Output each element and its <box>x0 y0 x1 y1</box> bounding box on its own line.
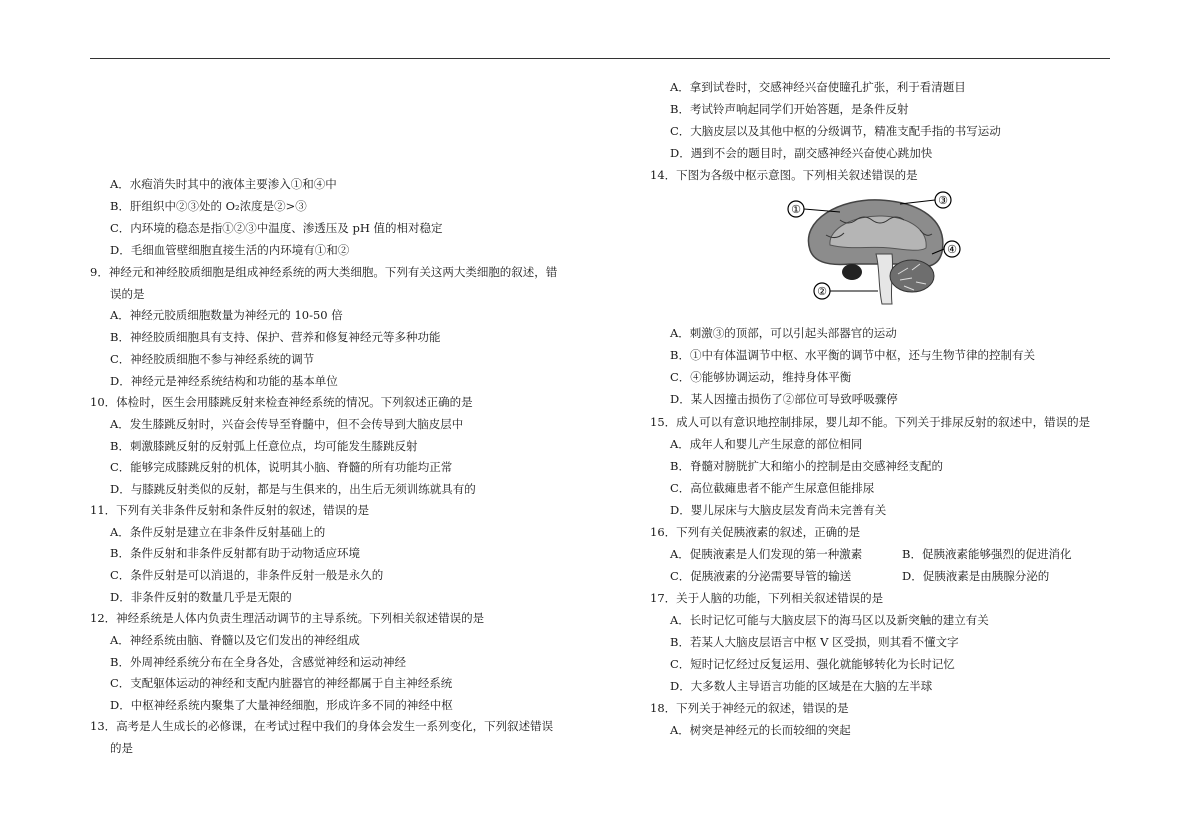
right-line: B．促胰液素能够强烈的促进消化 <box>902 547 1072 561</box>
left-line: C．内环境的稳态是指①②③中温度、渗透压及 pH 值的相对稳定 <box>110 221 443 235</box>
left-line: D．神经元是神经系统结构和功能的基本单位 <box>110 374 338 388</box>
right-line: B．脊髓对膀胱扩大和缩小的控制是由交感神经支配的 <box>670 459 943 473</box>
left-line: 9．神经元和神经胶质细胞是组成神经系统的两大类细胞。下列有关这两大类细胞的叙述，错 <box>90 265 558 279</box>
right-line: A．长时记忆可能与大脑皮层下的海马区以及新突触的建立有关 <box>670 613 989 627</box>
pituitary-shape <box>842 264 862 280</box>
left-line: A．神经元胶质细胞数量为神经元的 10-50 倍 <box>110 308 343 322</box>
right-line: C．④能够协调运动，维持身体平衡 <box>670 370 852 384</box>
left-line: 误的是 <box>110 287 145 301</box>
right-line: D．促胰液素是由胰腺分泌的 <box>902 569 1050 583</box>
left-line: D．中枢神经系统内聚集了大量神经细胞，形成许多不同的神经中枢 <box>110 698 453 712</box>
left-line: 10．体检时，医生会用膝跳反射来检查神经系统的情况。下列叙述正确的是 <box>90 395 473 409</box>
right-line: 14．下图为各级中枢示意图。下列相关叙述错误的是 <box>650 168 918 182</box>
cerebellum-shape <box>890 260 934 292</box>
brain-diagram <box>780 190 970 310</box>
right-line: 17．关于人脑的功能，下列相关叙述错误的是 <box>650 591 884 605</box>
left-line: C．神经胶质细胞不参与神经系统的调节 <box>110 352 315 366</box>
left-line: A．条件反射是建立在非条件反射基础上的 <box>110 525 326 539</box>
left-line: 12．神经系统是人体内负责生理活动调节的主导系统。下列相关叙述错误的是 <box>90 611 485 625</box>
left-line: B．外周神经系统分布在全身各处，含感觉神经和运动神经 <box>110 655 406 669</box>
left-line: D．与膝跳反射类似的反射，都是与生俱来的，出生后无须训练就具有的 <box>110 482 476 496</box>
left-line: C．条件反射是可以消退的，非条件反射一般是永久的 <box>110 568 384 582</box>
svg-text:①: ① <box>791 203 801 216</box>
right-line: A．树突是神经元的长而较细的突起 <box>670 723 851 737</box>
left-line: D．毛细血管壁细胞直接生活的内环境有①和② <box>110 243 350 257</box>
svg-text:④: ④ <box>947 243 957 256</box>
left-line: D．非条件反射的数量几乎是无限的 <box>110 590 292 604</box>
left-line: 13．高考是人生成长的必修课，在考试过程中我们的身体会发生一系列变化，下列叙述错误 <box>90 719 554 733</box>
right-line: 16．下列有关促胰液素的叙述，正确的是 <box>650 525 861 539</box>
right-line: B．①中有体温调节中枢、水平衡的调节中枢，还与生物节律的控制有关 <box>670 348 1035 362</box>
svg-text:②: ② <box>817 285 827 298</box>
left-line: C．能够完成膝跳反射的机体，说明其小脑、脊髓的所有功能均正常 <box>110 460 453 474</box>
left-line: A．水疱消失时其中的液体主要渗入①和④中 <box>110 177 337 191</box>
svg-text:③: ③ <box>938 194 948 207</box>
right-line: A．促胰液素是人们发现的第一种激素 <box>670 547 863 561</box>
right-line: 18．下列关于神经元的叙述，错误的是 <box>650 701 849 715</box>
right-line: D．婴儿尿床与大脑皮层发育尚未完善有关 <box>670 503 887 517</box>
left-line: A．发生膝跳反射时，兴奋会传导至脊髓中，但不会传导到大脑皮层中 <box>110 417 464 431</box>
right-line: C．高位截瘫患者不能产生尿意但能排尿 <box>670 481 875 495</box>
left-line: 11．下列有关非条件反射和条件反射的叙述，错误的是 <box>90 503 370 517</box>
right-line: A．成年人和婴儿产生尿意的部位相同 <box>670 437 863 451</box>
right-line: D．遇到不会的题目时，副交感神经兴奋使心跳加快 <box>670 146 933 160</box>
right-line: C．短时记忆经过反复运用、强化就能够转化为长时记忆 <box>670 657 955 671</box>
left-line: 的是 <box>110 741 133 755</box>
left-line: B．条件反射和非条件反射都有助于动物适应环境 <box>110 546 360 560</box>
label-2 <box>814 283 878 299</box>
right-line: 15．成人可以有意识地控制排尿，婴儿却不能。下列关于排尿反射的叙述中，错误的是 <box>650 415 1091 429</box>
left-line: A．神经系统由脑、脊髓以及它们发出的神经组成 <box>110 633 360 647</box>
right-line: A．刺激③的顶部，可以引起头部器官的运动 <box>670 326 897 340</box>
right-line: C．促胰液素的分泌需要导管的输送 <box>670 569 852 583</box>
left-line: C．支配躯体运动的神经和支配内脏器官的神经都属于自主神经系统 <box>110 676 453 690</box>
header-rule <box>90 58 1110 59</box>
right-line: B．若某人大脑皮层语言中枢 V 区受损，则其看不懂文字 <box>670 635 959 649</box>
left-line: B．神经胶质细胞具有支持、保护、营养和修复神经元等多种功能 <box>110 330 441 344</box>
right-line: D．大多数人主导语言功能的区域是在大脑的左半球 <box>670 679 933 693</box>
right-line: D．某人因撞击损伤了②部位可导致呼吸骤停 <box>670 392 898 406</box>
right-line: B．考试铃声响起同学们开始答题，是条件反射 <box>670 102 909 116</box>
left-line: B．刺激膝跳反射的反射弧上任意位点，均可能发生膝跳反射 <box>110 439 418 453</box>
right-line: C．大脑皮层以及其他中枢的分级调节，精准支配手指的书写运动 <box>670 124 1001 138</box>
left-line: B．肝组织中②③处的 O₂浓度是②>③ <box>110 199 307 213</box>
right-line: A．拿到试卷时，交感神经兴奋使瞳孔扩张，利于看清题目 <box>670 80 966 94</box>
